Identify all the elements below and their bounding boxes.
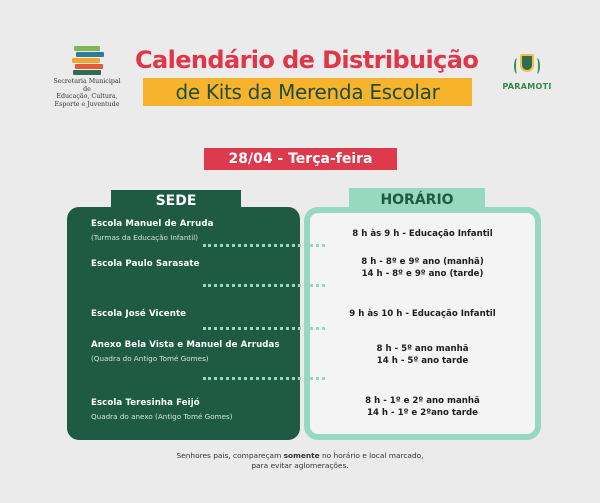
dotted-connector — [203, 284, 325, 287]
schedule-item — [310, 256, 535, 280]
books-icon — [67, 46, 107, 76]
schedule-line1: 9 h às 10 h - Educação Infantil — [349, 309, 496, 319]
school-name: Escola José Vicente — [91, 309, 187, 319]
school-name: Escola Paulo Sarasate — [91, 259, 200, 269]
footer-bold: somente — [283, 451, 320, 460]
logo-text-line2: Educação, Cultura, — [56, 93, 118, 100]
education-secretariat-logo — [52, 46, 122, 106]
school-name: Escola Manuel de Arruda — [91, 219, 214, 229]
schedule-line2: 14 h - 5º ano tarde — [376, 356, 469, 366]
schedule-line1: 8 h - 1º e 2º ano manhã — [365, 396, 480, 406]
logo-text-line3: Esporte e Juventude — [54, 100, 120, 108]
schedule-line1: 8 h - 5º ano manhã — [376, 344, 469, 354]
schedule-item — [310, 395, 535, 419]
horario-column-header: HORÁRIO — [349, 188, 485, 212]
header — [0, 0, 600, 120]
date-banner: 28/04 - Terça-feira — [204, 148, 397, 170]
schedule-line2: 14 h - 1º e 2ºano tarde — [366, 408, 479, 418]
schedule-item — [310, 343, 535, 367]
footer-note — [120, 451, 480, 471]
crest-name: PARAMOTI — [502, 82, 552, 91]
footer-line2: para evitar aglomerações. — [251, 461, 349, 470]
footer-post: no horário e local marcado, — [319, 451, 424, 460]
logo-text-line1: Secretaria Municipal de — [53, 78, 121, 93]
dotted-connector — [203, 377, 325, 380]
schedule-item — [310, 228, 535, 240]
school-name: Escola Teresinha Feijó — [91, 398, 200, 408]
schedule-line2: 14 h - 8º e 9º ano (tarde) — [361, 269, 484, 279]
crest-icon — [512, 50, 542, 80]
school-name: Anexo Bela Vista e Manuel de Arrudas — [91, 340, 280, 350]
title-line2: de Kits da Merenda Escolar — [143, 78, 472, 106]
sede-column-header: SEDE — [111, 190, 241, 212]
school-sub: (Turmas da Educação Infantil) — [91, 233, 199, 242]
paramoti-crest-logo — [502, 50, 552, 100]
footer-pre: Senhores pais, compareçam — [176, 451, 284, 460]
title-line1: Calendário de Distribuição — [135, 46, 479, 74]
schedule-line1: 8 h - 8º e 9º ano (manhã) — [361, 257, 484, 267]
schedule-item — [310, 308, 535, 320]
dotted-connector — [203, 244, 325, 247]
dotted-connector — [203, 327, 325, 330]
school-sub: Quadra do anexo (Antigo Tomé Gomes) — [91, 412, 233, 421]
school-sub: (Quadra do Antigo Tomé Gomes) — [91, 354, 209, 363]
schedule-line1: 8 h às 9 h - Educação Infantil — [352, 229, 493, 239]
